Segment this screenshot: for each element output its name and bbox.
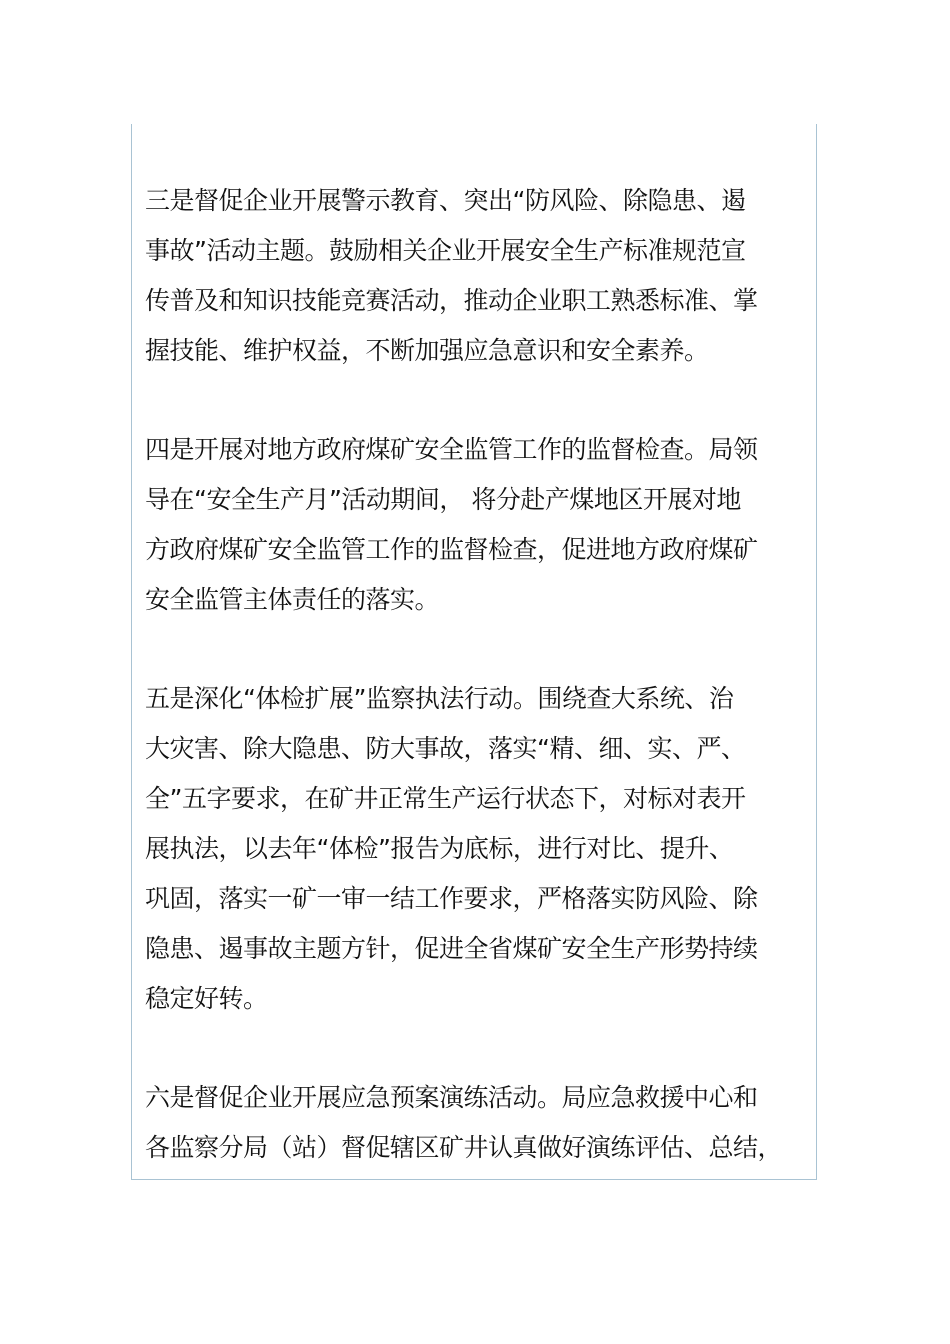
paragraph-three	[145, 176, 795, 376]
text-line: 安全监管主体责任的落实。	[145, 585, 440, 614]
text-line: 五是深化“体检扩展”监察执法行动。围绕查大系统、治	[145, 684, 734, 713]
paragraph-four	[145, 425, 795, 625]
text-line: 传普及和知识技能竞赛活动，推动企业职工熟悉标准、掌	[145, 286, 758, 315]
text-line: 三是督促企业开展警示教育、突出“防风险、除隐患、遏	[145, 186, 746, 215]
text-line: 事故”活动主题。鼓励相关企业开展安全生产标准规范宣	[145, 236, 746, 265]
text-line: 各监察分局（站）督促辖区矿井认真做好演练评估、总结，	[145, 1133, 783, 1162]
text-line: 隐患、遏事故主题方针，促进全省煤矿安全生产形势持续	[145, 934, 758, 963]
paragraph-six	[145, 1073, 795, 1173]
text-line: 导在“安全生产月”活动期间， 将分赴产煤地区开展对地	[145, 485, 741, 514]
text-line: 方政府煤矿安全监管工作的监督检查，促进地方政府煤矿	[145, 535, 758, 564]
text-line: 稳定好转。	[145, 984, 268, 1013]
text-line: 巩固，落实一矿一审一结工作要求，严格落实防风险、除	[145, 884, 758, 913]
text-line: 握技能、维护权益，不断加强应急意识和安全素养。	[145, 336, 709, 365]
paragraph-five	[145, 674, 795, 1024]
text-line: 展执法，以去年“体检”报告为底标，进行对比、提升、	[145, 834, 734, 863]
text-line: 四是开展对地方政府煤矿安全监管工作的监督检查。局领	[145, 435, 758, 464]
text-line: 六是督促企业开展应急预案演练活动。局应急救援中心和	[145, 1083, 758, 1112]
document-body	[145, 176, 795, 1222]
text-line: 全”五字要求，在矿井正常生产运行状态下，对标对表开	[145, 784, 746, 813]
text-line: 大灾害、除大隐患、防大事故，落实“精、细、实、严、	[145, 734, 746, 763]
